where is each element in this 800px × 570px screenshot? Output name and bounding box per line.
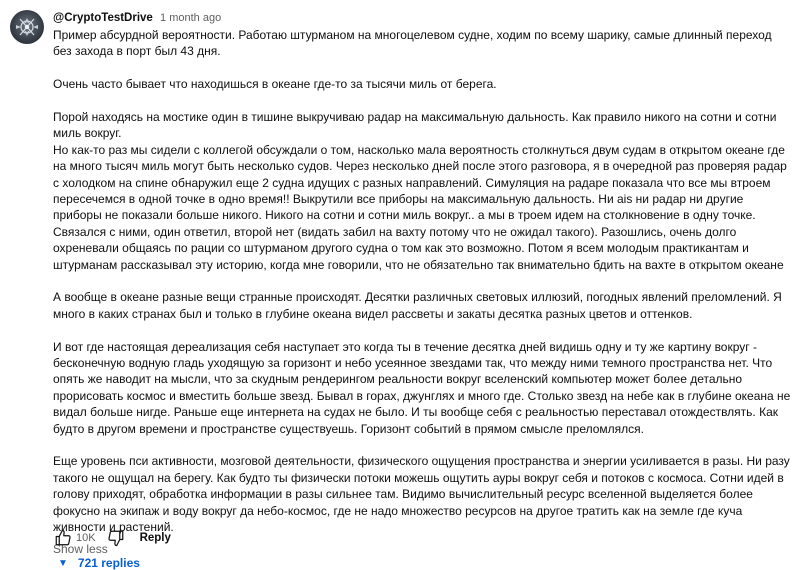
comment-paragraph: И вот где настоящая дереализация себя наступает это когда ты в течение десятка дней видишь одну и ту же картину вокруг - бесконечную водную гладь уходящую за горизонт и небо усеянное звездами так, что между ними темного пространства нет. Что опять же наводит на мысли, что за скудным рендерингом реальности вокруг вселенский компьютер может более детально прорисовать космос и вместить больше звезд. Бывал в горах, джунглях и много где. Столько звезд на небе как в глубине океана не видал больше нигде. Раньше еще интернета на судах не было. И ты вообще себя с реальностью переставал отождествлять. Как будто в другом времени и пространстве существуешь. Горизонт событий в прямом смысле преломлялся. — [53, 339, 791, 436]
comment-body — [53, 10, 793, 556]
comment-paragraph: Но как-то раз мы сидели с коллегой обсуждали о том, насколько мала вероятность столкнуться двум судам в открытом океане где на много тысяч миль могут быть несколько судов. Через несколько дней после этого разговора, я в очередной раз проверяя радар с холодком на спине обнаружил еще 2 судна идущих с разных направлений. Симуляция на радаре показала что все мы втроем пересечемся в одной точке в одно время!! Выкрутили все приборы на максимальную дальность. Ни ais ни радар ни другие приборы не показали больше никого. Никого на сотни и сотни миль вокруг.. а мы в троем идем на столкновение в одну точке. Связался с ними, один ответил, второй нет (видать забил на вахту потому что не ожидал такого). Разошлись, очень долго охреневали общаясь по рации со штурманом другого судна о том как это возможно. Потом я всем молодым практикантам и штурманам рассказывал эту историю, когда мне говорили, что не обязательно так внимательно бдить на вахте в открытом океане — [53, 142, 787, 272]
thumbs-down-icon — [107, 529, 125, 547]
comment-actions — [53, 528, 171, 548]
dislike-button[interactable] — [106, 528, 126, 548]
comment-paragraph: Пример абсурдной вероятности. Работаю штурманом на многоцелевом судне, ходим по всему шарику, самые длинный переход без захода в порт был 43 дня. — [53, 28, 772, 59]
reply-button[interactable]: Reply — [139, 532, 171, 544]
like-button[interactable] — [53, 528, 73, 548]
comment-paragraph: Порой находясь на мостике один в тишине выкручиваю радар на максимальную дальность. Как правило никого на сотни и сотни миль вокруг. — [53, 110, 777, 141]
replies-toggle[interactable] — [58, 556, 140, 570]
comment-paragraph: Очень часто бывает что находишься в океане где-то за тысячи миль от берега. — [53, 77, 497, 92]
avatar[interactable] — [10, 10, 44, 44]
comment-paragraph: А вообще в океане разные вещи странные происходят. Десятки различных световых иллюзий, погодных явлений преломлений. Я много в каких странах был и только в глубине океана видел рассветы и закаты десятка разных цветов и оттенков. — [53, 290, 782, 321]
thumbs-up-icon — [54, 529, 72, 547]
chevron-down-icon: ▼ — [58, 557, 68, 569]
comment-timestamp[interactable]: 1 month ago — [160, 12, 222, 24]
comment-text — [53, 27, 793, 536]
comment-header — [53, 10, 793, 26]
author-name[interactable]: @CryptoTestDrive — [53, 12, 153, 24]
show-less-button[interactable]: Show less — [53, 541, 108, 556]
like-count: 10K — [76, 532, 96, 544]
comment-paragraph: Еще уровень пси активности, мозговой деятельности, физического ощущения пространства и энергии усиливается в разы. Ни разу такого не ощущал на берегу. Как будто ты физически потоки можешь ощутить ауры вокруг себя и потоков с космоса. Сотни идей в голову приходят, обработка информации в разы сильнее там. Видимо вычислительный ресурс вселенной выделяется более фокусно на экипаж и воду вокруг да небо-космос, где не надо множество ресурсов на другое тратить как на земле где куча живности и растений. — [53, 454, 790, 535]
avatar-emblem-icon — [10, 10, 44, 44]
replies-count: 721 replies — [77, 556, 140, 570]
